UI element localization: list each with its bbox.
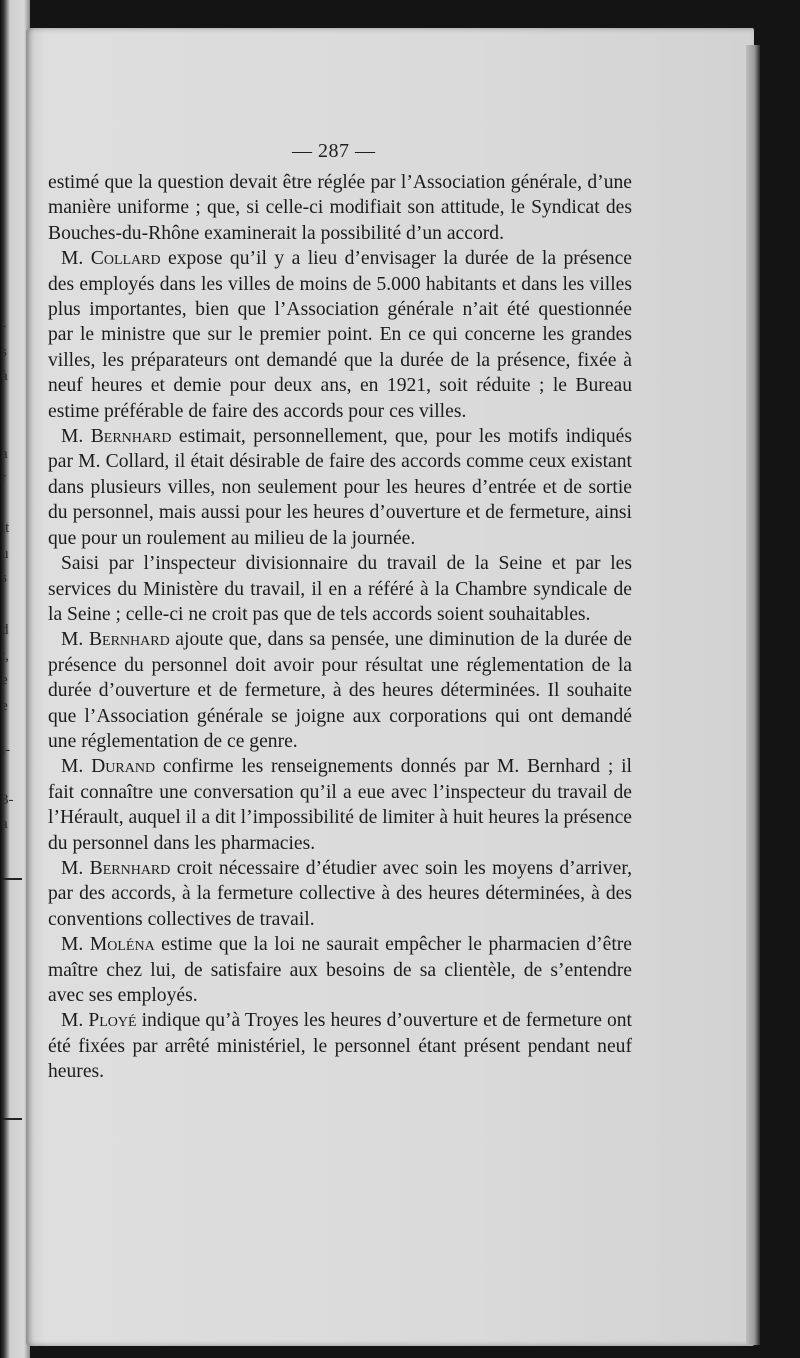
bleed-rule bbox=[2, 1118, 22, 1120]
paragraph-text: indique qu’à Troyes les heures d’ouverture et de fermeture ont été fixées par arrêté ministériel, le personnel étant présent pendant neuf heures. bbox=[48, 1010, 632, 1083]
paragraph bbox=[48, 1008, 632, 1084]
paragraph-text: Saisi par l’inspecteur divisionnaire du travail de la Seine et par les services du Ministère du travail, il en a référé à la Chambre syndicale de la Seine ; celle-ci ne croit pas que de tels accords soient souhaitables. bbox=[48, 553, 632, 625]
bleed-char: a bbox=[1, 816, 8, 832]
bleed-char: à bbox=[1, 368, 8, 384]
paragraph bbox=[48, 754, 632, 856]
paragraph bbox=[48, 170, 632, 246]
bleed-char: u bbox=[1, 546, 9, 562]
speaker-name: M. Bernhard bbox=[61, 629, 170, 651]
paragraph-text: estimait, personnellement, que, pour les motifs indiqués par M. Collard, il était désirable de faire des accords comme ceux existant dans plusieurs villes, non seulement pour les heures d’entrée et de sortie du personnel, mais aussi pour les heures d’ouverture et de fermeture, ainsi que pour un roulement au milieu de la journée. bbox=[48, 426, 632, 549]
bleed-char: e bbox=[1, 672, 8, 688]
paragraph bbox=[48, 246, 632, 424]
paragraph bbox=[48, 551, 632, 627]
bleed-rule bbox=[2, 878, 22, 880]
bleed-char: s bbox=[1, 344, 7, 360]
bleed-char: . bbox=[1, 420, 5, 436]
bleed-char: e bbox=[1, 698, 8, 714]
bleed-char: it bbox=[1, 520, 10, 536]
page-number: — 287 — bbox=[292, 140, 376, 162]
paragraph-text: ajoute que, dans sa pensée, une diminution de la durée de présence du personnel doit avoir pour résultat une réglementation de la durée d’ouverture et de fermeture, à des heures déterminées. Il souhaite que l’Association générale se joigne aux corporations qui ont demandé une réglementation de ce genre. bbox=[48, 629, 632, 752]
speaker-name: M. Bernhard bbox=[61, 857, 171, 879]
paragraph bbox=[48, 856, 632, 932]
speaker-name: M. Bernhard bbox=[61, 426, 172, 448]
speaker-name: M. Ployé bbox=[61, 1010, 137, 1032]
bleed-char: - bbox=[1, 318, 6, 334]
bleed-char: s bbox=[1, 570, 7, 586]
speaker-name: M. Durand bbox=[61, 756, 156, 778]
bleed-char: ı- bbox=[1, 742, 11, 758]
paragraph bbox=[48, 424, 632, 551]
paragraph bbox=[48, 932, 632, 1008]
bleed-char: a bbox=[1, 446, 8, 462]
speaker-name: M. Moléna bbox=[61, 934, 155, 956]
bleed-char: d bbox=[1, 622, 9, 638]
paragraph-text: croit nécessaire d’étudier avec soin les moyens d’arriver, par des accords, à la fermeture collective à des heures déterminées, à des conventions collectives de travail. bbox=[48, 857, 632, 930]
paragraph-text: confirme les renseignements donnés par M. Bernhard ; il fait connaître une conversation qu’il a eue avec l’inspecteur du travail de l’Hérault, auquel il a dit l’impossibilité de limiter à huit heures la présence du personnel dans les pharmacies. bbox=[48, 756, 632, 854]
page-right-edge bbox=[746, 45, 760, 1345]
bleed-char: r bbox=[1, 470, 6, 486]
paragraph-text: estimé que la question devait être réglée par l’Association générale, d’une manière uniforme ; que, si celle-ci modifiait son attitude, le Syndicat des Bouches-du-Rhône examinerait la possibilité d’un accord. bbox=[48, 172, 632, 244]
speaker-name: M. Collard bbox=[61, 248, 161, 270]
paragraph bbox=[48, 627, 632, 754]
paragraph-text: expose qu’il y a lieu d’envisager la durée de la présence des employés dans les villes de moins de 5.000 habitants et dans les villes plus importantes, bien que l’Association générale n’ait été questionnée par le ministre que sur le premier point. En ce qui concerne les grandes villes, les préparateurs ont demandé que la durée de la présence, fixée à neuf heures et demie pour deux ans, en 1921, soit réduite ; le Bureau estime préférable de faire des accords pour ces villes. bbox=[48, 248, 632, 422]
paragraph-text: estime que la loi ne saurait empêcher le pharmacien d’être maître chez lui, de satisfaire aux besoins de sa clientèle, de s’entendre avec ses employés. bbox=[48, 934, 633, 1006]
bleed-char: 3- bbox=[1, 792, 14, 808]
body-text bbox=[48, 170, 632, 1085]
bleed-char: t, bbox=[1, 648, 9, 664]
